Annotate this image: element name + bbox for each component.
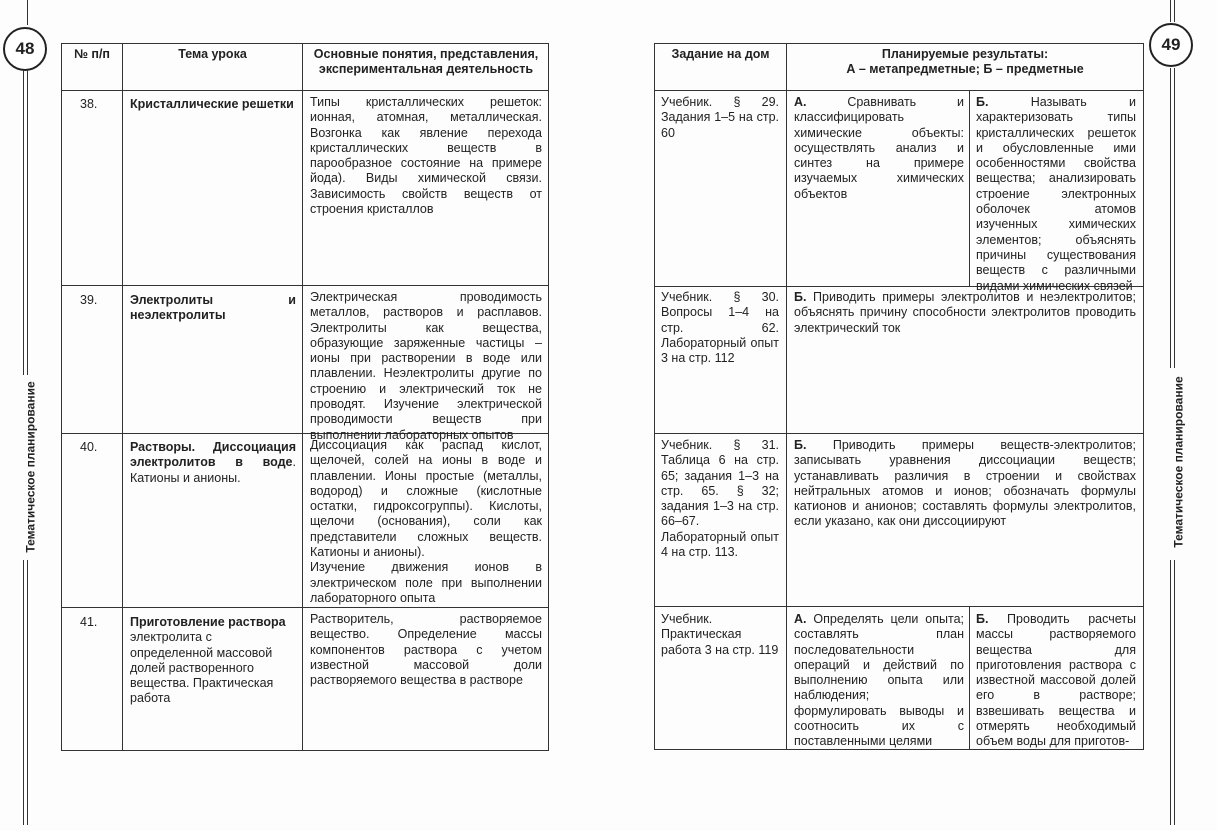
row-topic: Приготовление раствора электролита с определенной массовой долей растворенного вещества. Практическая работа	[130, 615, 286, 706]
row-homework: Учебник. Практическая работа 3 на стр. 119	[661, 612, 779, 657]
row-result-b: Б. Приводить примеры веществ-электролитов; записывать уравнения диссоциации веществ; устанавливать различия в строении и свойствах нейтральных атомов и ионов; обозначать формулы катионов и анионов; составлять формулы электролитов, если указано, как они диссоциируют	[794, 438, 1136, 529]
row-homework: Учебник. § 31. Таблица 6 на стр. 65; задания 1–3 на стр. 65. § 32; задания 1–3 на стр. 66–67. Лабораторный опыт 4 на стр. 113.	[661, 438, 779, 560]
row-result-a: А. Сравнивать и классифицировать химические объекты: осуществлять анализ и синтез на примере изучаемых химических объектов	[794, 95, 964, 201]
right-margin-rule	[1170, 68, 1171, 368]
row-homework: Учебник. § 29. Задания 1–5 на стр. 60	[661, 95, 779, 140]
row-concepts: Электрическая проводимость металлов, растворов и расплавов. Электролиты как вещества, образующие заряженные частицы – ионы при растворении в воде или плавлении. Неэлектролиты другие по строению и электрический ток не проводят. Изучение электрической проводимости веществ при выполнении лабораторных опытов	[310, 290, 542, 442]
header-topic: Тема урока	[178, 47, 247, 61]
row-topic: Электролиты и неэлектролиты	[130, 293, 296, 323]
row-result-a: А. Определять цели опыта; составлять план последовательности операций и действий по выполнению опыта или наблюдения; формулировать выводы и соотносить их с поставленными целями	[794, 612, 964, 749]
row-homework: Учебник. § 30. Вопросы 1–4 на стр. 62. Лабораторный опыт 3 на стр. 112	[661, 290, 779, 366]
row-number: 39.	[80, 293, 98, 307]
row-result-b: Б. Приводить примеры электролитов и неэлектролитов; объяснять причину способности электролитов проводить электрический ток	[794, 290, 1136, 335]
row-concepts: Диссоциация как распад кислот, щелочей, солей на ионы в воде и плавлении. Ионы простые (металлы, водород) и сложные (кислотные остатки, гидроксогруппы). Кислоты, щелочи (основания), соли как представители сложных веществ. Катионы и анионы). Изучение движения ионов в электрическом поле при выполнении лабораторного опыта	[310, 438, 542, 605]
row-number: 41.	[80, 615, 98, 629]
side-title-right: Тематическое планирование	[1171, 376, 1186, 548]
left-margin-rule	[27, 560, 28, 825]
row-topic: Растворы. Диссоциация электролитов в воде. Катионы и анионы.	[130, 440, 296, 485]
row-topic: Кристаллические решетки	[130, 97, 294, 111]
row-number: 40.	[80, 440, 98, 454]
page-number-left: 48	[3, 27, 47, 71]
page-number-right: 49	[1149, 23, 1193, 67]
side-title-left: Тематическое планирование	[23, 381, 38, 553]
header-results: Планируемые результаты: А – метапредметные; Б – предметные	[846, 47, 1084, 76]
left-margin-rule	[27, 0, 28, 25]
right-margin-rule	[1174, 68, 1175, 368]
header-homework: Задание на дом	[671, 47, 770, 61]
row-number: 38.	[80, 97, 98, 111]
row-concepts: Типы кристаллических решеток: ионная, атомная, металлическая. Возгонка как явление перехода кристаллических веществ в парообразное состояние на примере йода). Виды химической связи. Зависимость свойств веществ от строения кристаллов	[310, 95, 542, 217]
header-concepts: Основные понятия, представления, экспериментальная деятельность	[313, 47, 539, 76]
row-result-b: Б. Проводить расчеты массы растворяемого вещества для приготовления раствора с известной массовой долей его в растворе; взвешивать вещества и отмерять необходимый объем воды для приготов-	[976, 612, 1136, 749]
left-margin-rule	[27, 70, 28, 375]
right-margin-rule	[1170, 0, 1171, 22]
left-margin-rule	[23, 70, 24, 375]
right-margin-rule	[1170, 560, 1171, 825]
left-margin-rule	[23, 560, 24, 825]
right-margin-rule	[1174, 0, 1175, 22]
row-concepts: Растворитель, растворяемое вещество. Определение массы компонентов раствора с учетом известной массовой доли растворяемого вещества в растворе	[310, 612, 542, 688]
row-result-b: Б. Называть и характеризовать типы кристаллических решеток и обусловленные ими особенностями свойства вещества; анализировать строение электронных оболочек атомов изученных химических элементов; объяснять причины существования веществ с различными видами химических связей	[976, 95, 1136, 293]
right-margin-rule	[1174, 560, 1175, 825]
header-num: № п/п	[74, 47, 110, 61]
